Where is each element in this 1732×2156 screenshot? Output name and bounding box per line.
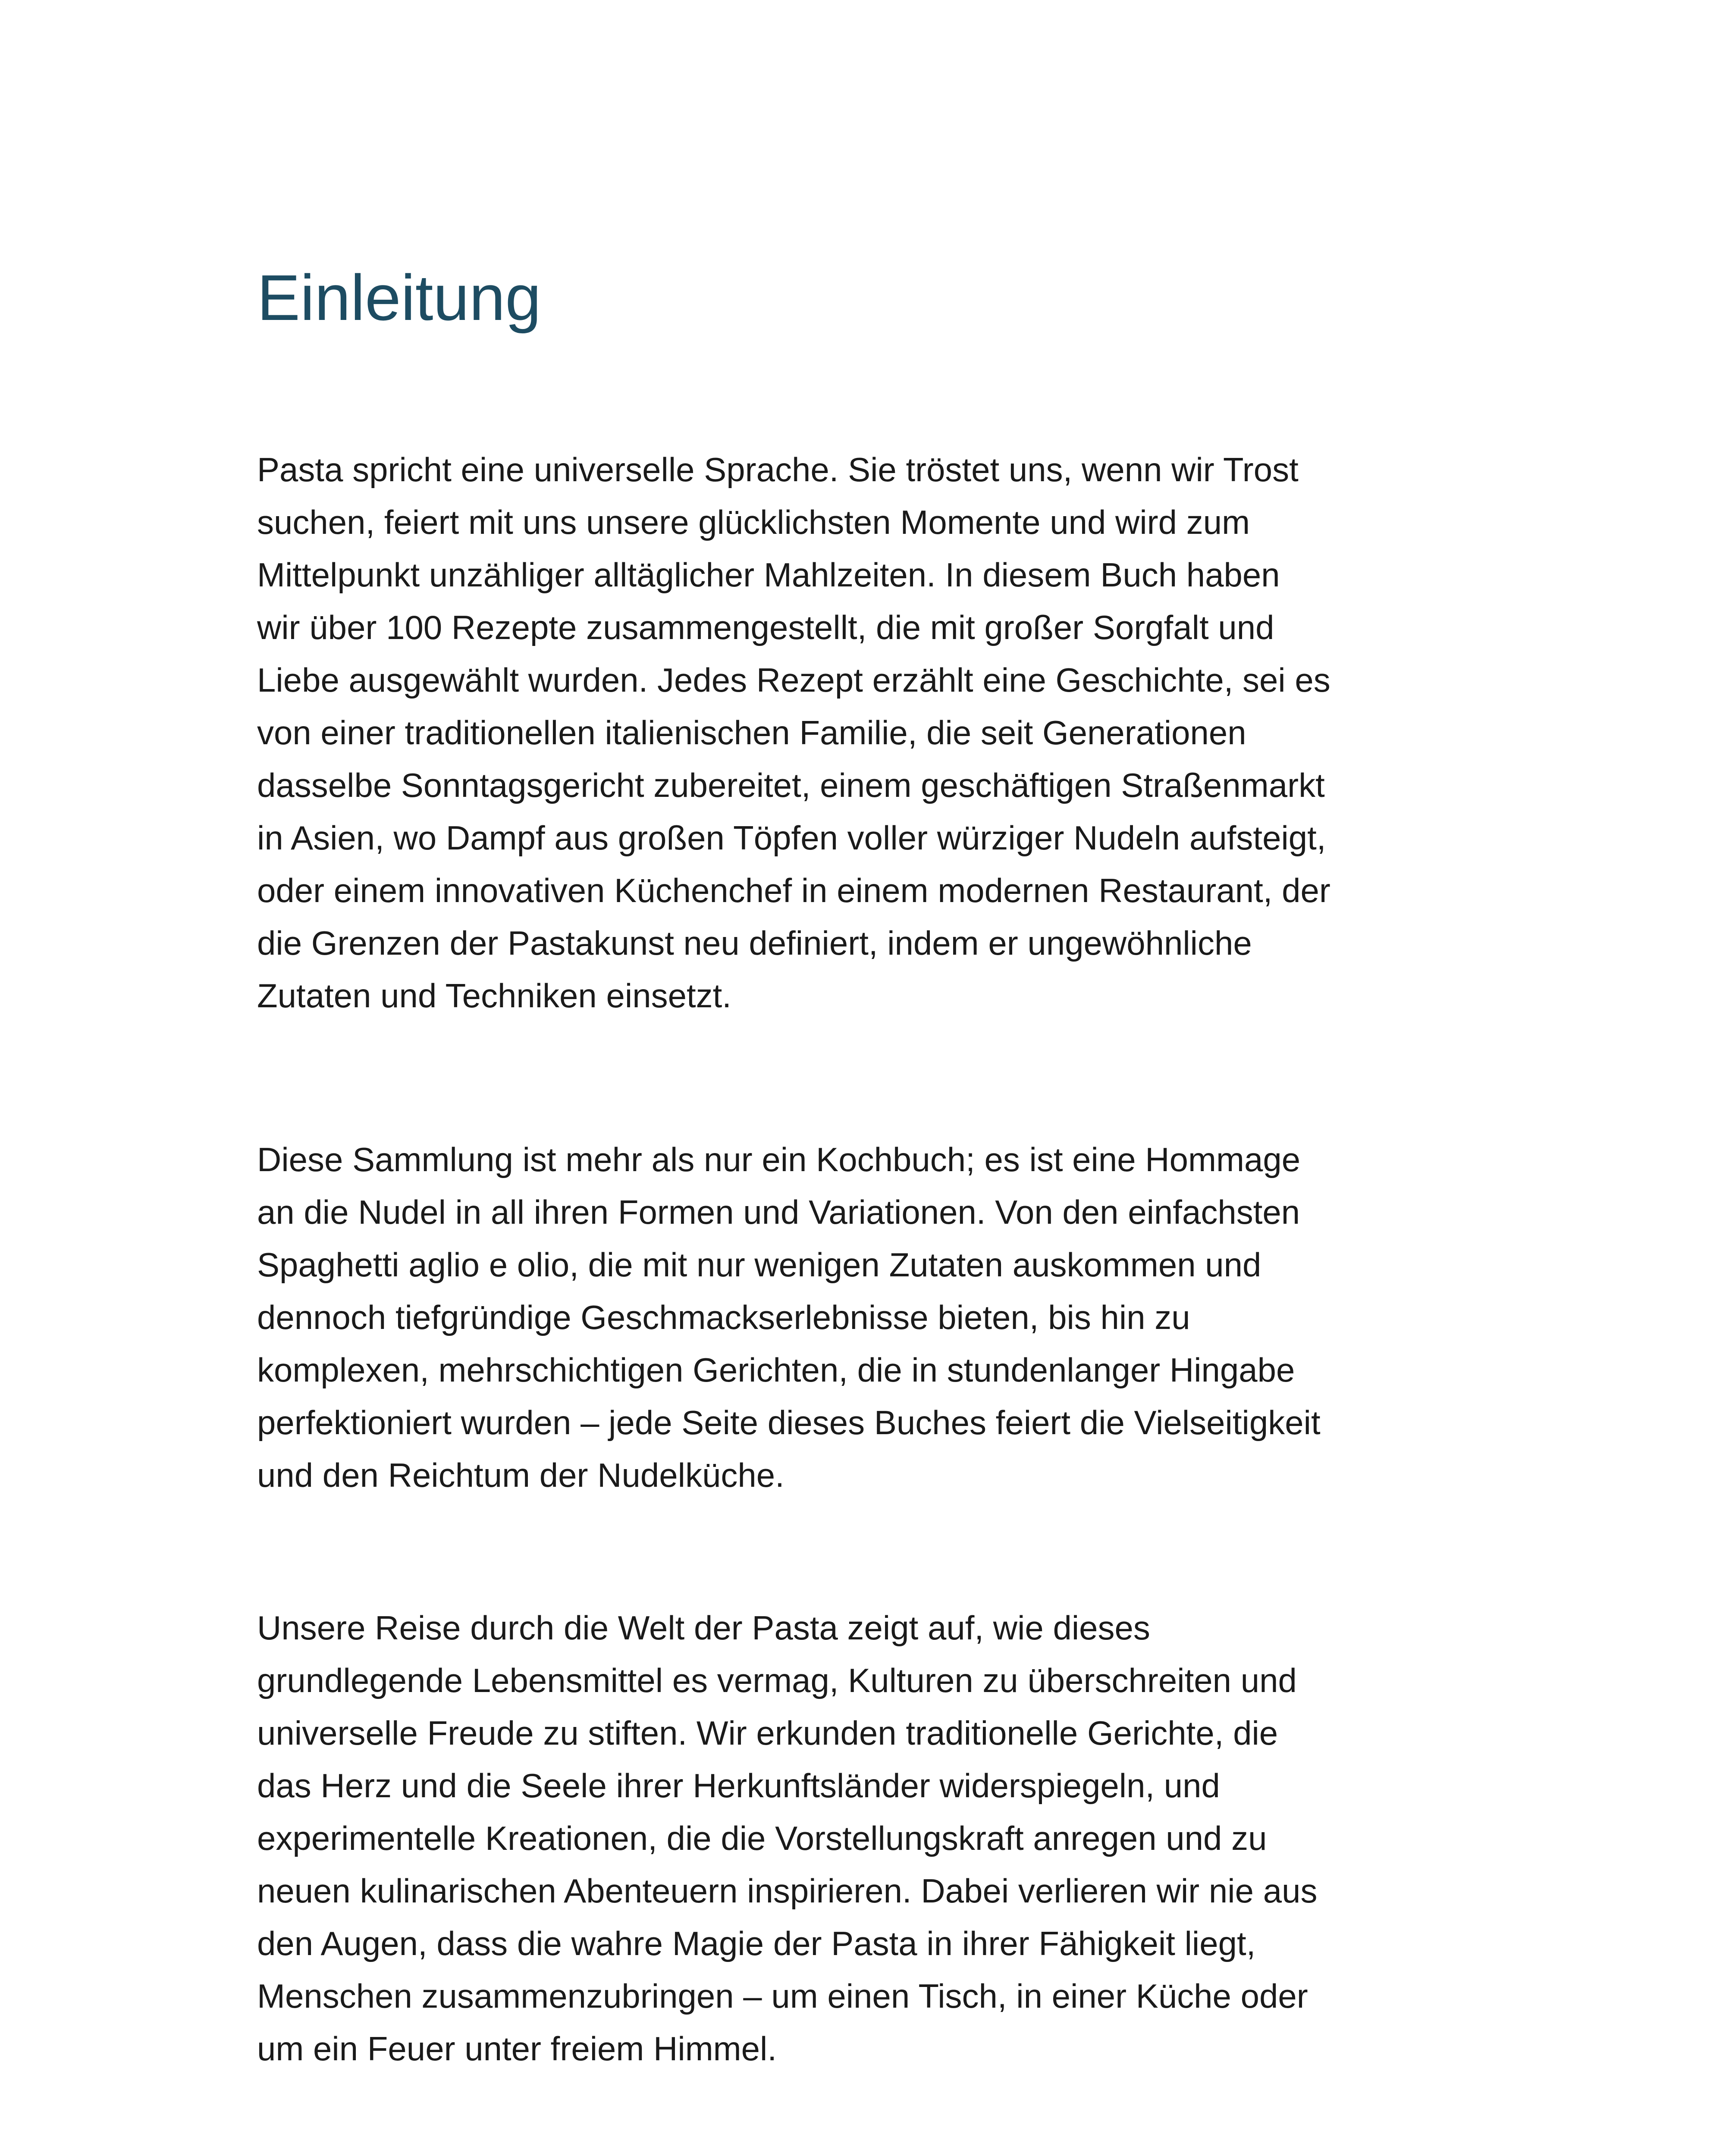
paragraph-line: den Augen, dass die wahre Magie der Pasta in ihrer Fähigkeit liegt, xyxy=(257,1924,1256,1962)
paragraph-line: das Herz und die Seele ihrer Herkunftsländer widerspiegeln, und xyxy=(257,1767,1220,1805)
paragraph-line: wir über 100 Rezepte zusammengestellt, die mit großer Sorgfalt und xyxy=(257,608,1274,646)
chapter-title: Einleitung xyxy=(257,261,541,334)
paragraph-line: und den Reichtum der Nudelküche. xyxy=(257,1456,784,1494)
paragraph-line: Diese Sammlung ist mehr als nur ein Kochbuch; es ist eine Hommage xyxy=(257,1141,1301,1178)
paragraph-line: komplexen, mehrschichtigen Gerichten, die in stundenlanger Hingabe xyxy=(257,1351,1295,1389)
paragraph-line: perfektioniert wurden – jede Seite dieses Buches feiert die Vielseitigkeit xyxy=(257,1404,1321,1442)
paragraph-line: grundlegende Lebensmittel es vermag, Kulturen zu überschreiten und xyxy=(257,1661,1297,1699)
paragraph-line: Menschen zusammenzubringen – um einen Tisch, in einer Küche oder xyxy=(257,1977,1308,2015)
paragraph-line: oder einem innovativen Küchenchef in einem modernen Restaurant, der xyxy=(257,871,1330,909)
paragraph-line: Mittelpunkt unzähliger alltäglicher Mahlzeiten. In diesem Buch haben xyxy=(257,556,1280,594)
paragraph-line: Liebe ausgewählt wurden. Jedes Rezept erzählt eine Geschichte, sei es xyxy=(257,661,1330,699)
paragraph-line: in Asien, wo Dampf aus großen Töpfen voller würziger Nudeln aufsteigt, xyxy=(257,819,1326,857)
paragraph-line: universelle Freude zu stiften. Wir erkunden traditionelle Gerichte, die xyxy=(257,1714,1278,1752)
paragraph-line: Unsere Reise durch die Welt der Pasta zeigt auf, wie dieses xyxy=(257,1609,1150,1647)
paragraph-line: dasselbe Sonntagsgericht zubereitet, einem geschäftigen Straßenmarkt xyxy=(257,766,1325,804)
paragraph-line: suchen, feiert mit uns unsere glücklichsten Momente und wird zum xyxy=(257,503,1250,541)
paragraph-line: dennoch tiefgründige Geschmackserlebnisse bieten, bis hin zu xyxy=(257,1298,1190,1336)
paragraph-3 xyxy=(257,1601,1503,2075)
paragraph-line: die Grenzen der Pastakunst neu definiert, indem er ungewöhnliche xyxy=(257,924,1252,962)
paragraph-line: experimentelle Kreationen, die die Vorstellungskraft anregen und zu xyxy=(257,1819,1267,1857)
paragraph-line: Spaghetti aglio e olio, die mit nur wenigen Zutaten auskommen und xyxy=(257,1246,1261,1284)
paragraph-line: an die Nudel in all ihren Formen und Variationen. Von den einfachsten xyxy=(257,1193,1300,1231)
paragraph-line: um ein Feuer unter freiem Himmel. xyxy=(257,2030,777,2068)
paragraph-1 xyxy=(257,443,1503,1022)
paragraph-line: neuen kulinarischen Abenteuern inspirieren. Dabei verlieren wir nie aus xyxy=(257,1872,1318,1910)
paragraph-2 xyxy=(257,1133,1503,1501)
paragraph-line: Zutaten und Techniken einsetzt. xyxy=(257,977,731,1015)
paragraph-line: von einer traditionellen italienischen Familie, die seit Generationen xyxy=(257,714,1246,752)
paragraph-line: Pasta spricht eine universelle Sprache. Sie tröstet uns, wenn wir Trost xyxy=(257,451,1299,489)
